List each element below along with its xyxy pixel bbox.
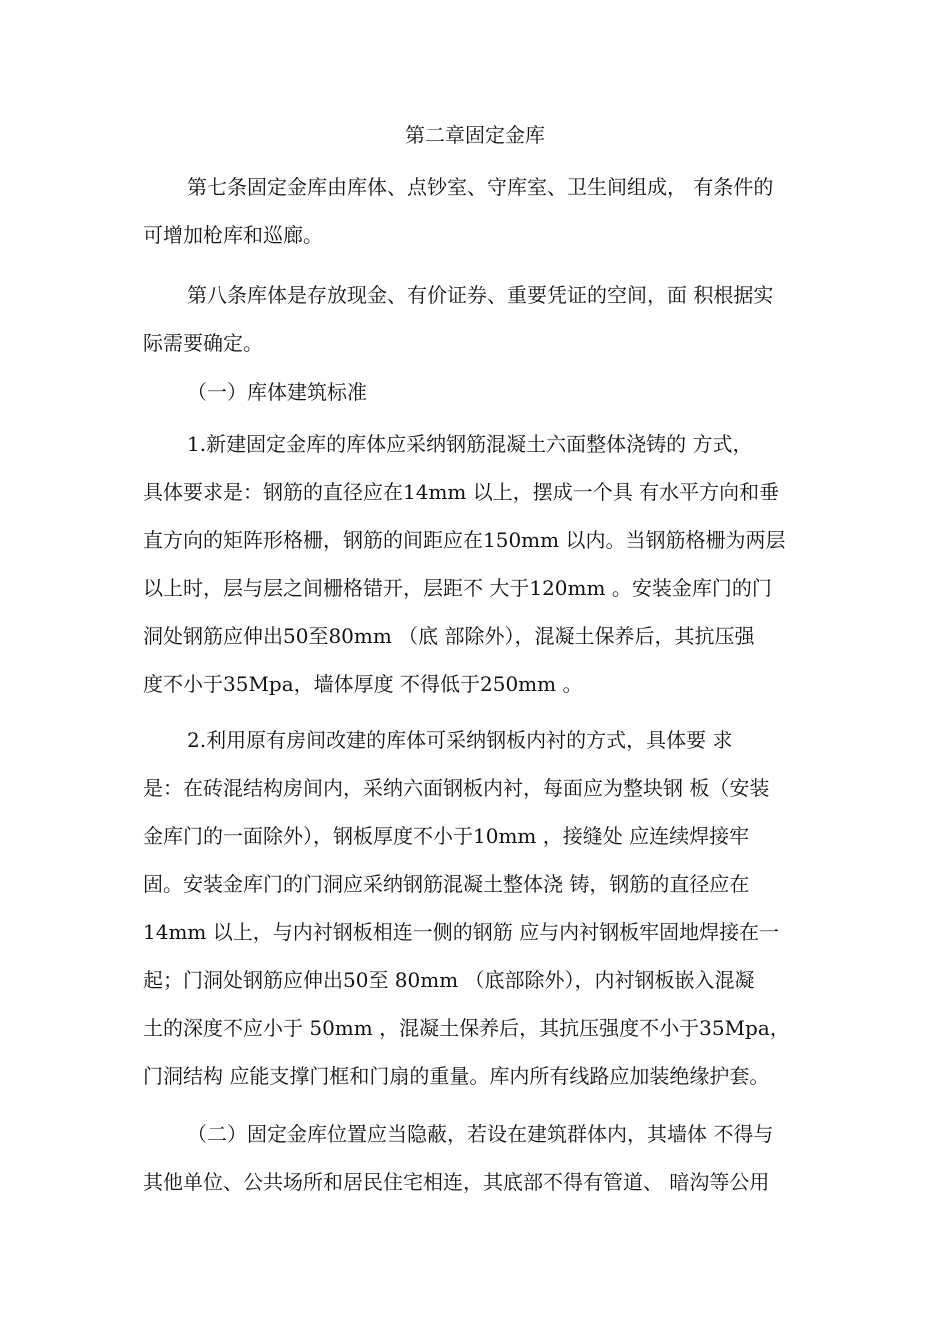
paragraph-line: 第八条库体是存放现金、有价证券、重要凭证的空间，面 积根据实 — [187, 283, 774, 307]
item-2-paragraph — [143, 716, 790, 1100]
paragraph-line: 是：在砖混结构房间内，采纳六面钢板内衬，每面应为整块钢 板（安装 — [143, 776, 770, 800]
paragraph-line: 14mm 以上，与内衬钢板相连一侧的钢筋 应与内衬钢板牢固地焊接在一 — [143, 920, 780, 944]
article-8-paragraph — [143, 271, 773, 367]
section-1-heading — [143, 368, 367, 416]
paragraph-line: （一）库体建筑标准 — [187, 380, 367, 404]
paragraph-line: 直方向的矩阵形格栅，钢筋的间距应在150mm 以内。当钢筋格栅为两层 — [143, 528, 786, 552]
paragraph-line: 可增加枪库和巡廊。 — [143, 223, 323, 247]
paragraph-line: 门洞结构 应能支撑门框和门扇的重量。库内所有线路应加装绝缘护套。 — [143, 1064, 770, 1088]
article-7-paragraph — [143, 163, 773, 259]
paragraph-line: 固。安装金库门的门洞应采纳钢筋混凝土整体浇 铸，钢筋的直径应在 — [143, 872, 750, 896]
paragraph-line: 具体要求是：钢筋的直径应在14mm 以上，摆成一个具 有水平方向和垂 — [143, 480, 780, 504]
paragraph-line: 土的深度不应小于 50mm ，混凝土保养后，其抗压强度不小于35Mpa， — [143, 1016, 790, 1040]
paragraph-line: 金库门的一面除外），钢板厚度不小于10mm ，接缝处 应连续焊接牢 — [143, 824, 750, 848]
item-1-paragraph — [143, 420, 785, 708]
paragraph-line: 以上时，层与层之间栅格错开，层距不 大于120mm 。安装金库门的门 — [143, 576, 772, 600]
chapter-title: 第二章固定金库 — [405, 123, 545, 147]
paragraph-line: 起；门洞处钢筋应伸出50至 80mm （底部除外），内衬钢板嵌入混凝 — [143, 968, 755, 992]
paragraph-line: 第七条固定金库由库体、点钞室、守库室、卫生间组成， 有条件的 — [187, 175, 774, 199]
paragraph-line: 洞处钢筋应伸出50至80mm （底 部除外），混凝土保养后，其抗压强 — [143, 624, 755, 648]
section-2-paragraph — [143, 1110, 773, 1206]
paragraph-line: 2.利用原有房间改建的库体可采纳钢板内衬的方式，具体要 求 — [187, 728, 733, 752]
paragraph-line: 际需要确定。 — [143, 331, 263, 355]
paragraph-line: 度不小于35Mpa，墙体厚度 不得低于250mm 。 — [143, 672, 583, 696]
paragraph-line: 其他单位、公共场所和居民住宅相连，其底部不得有管道、 暗沟等公用 — [143, 1170, 770, 1194]
paragraph-line: （二）固定金库位置应当隐蔽，若设在建筑群体内，其墙体 不得与 — [187, 1122, 774, 1146]
paragraph-line: 1.新建固定金库的库体应采纳钢筋混凝土六面整体浇铸的 方式， — [187, 432, 753, 456]
